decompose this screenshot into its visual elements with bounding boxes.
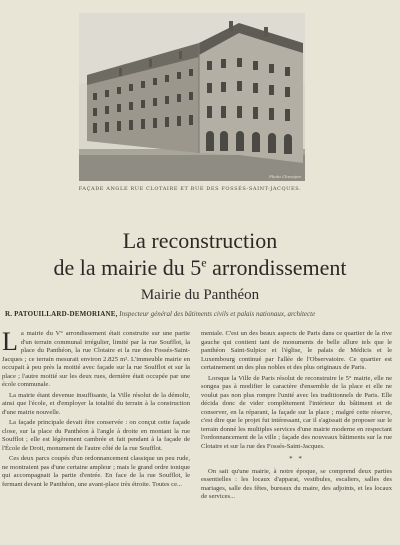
building-photo <box>79 13 305 181</box>
mairie-building-illustration <box>79 13 305 181</box>
title-line2-end: arrondissement <box>206 255 347 280</box>
text-column-left <box>2 330 190 545</box>
author-name: R. PATOUILLARD-DEMORIANE, <box>5 310 118 318</box>
section-separator: * * <box>289 455 304 463</box>
paragraph: Ces deux parcs coupés d'un ordonnancement classique un peu rude, ne montraient pas d'une certaine ampleur ; mais le grand ordre ionique qui accompagnait la partie d'entrée. En face de la rue Soufflot, le fermant devant le Panthéon, une avant-place très étroite. Toutes ce... <box>2 455 190 488</box>
author-role: Inspecteur général des bâtiments civils et palais nationaux, architecte <box>119 310 316 318</box>
paragraph: a mairie du V° arrondissement était construite sur une partie d'un terrain communal irrégulier, limité par la rue Soufflot, la place du Panthéon, la rue Clotaire et la rue des Fossés-Saint-Jacques ; ce terrain mesurait environ 2.825 m². L'immeuble mairie en occupait à peu près la moitié avec façade sur la rue Soufflot et sur la place ; l'autre moitié sur les deux rues, dernière était occupée par une école communale. <box>2 330 190 388</box>
byline <box>5 310 397 318</box>
photo-credit: Photo Chevojon <box>269 174 301 179</box>
paragraph: On sait qu'une mairie, à notre époque, se comprend deux parties essentielles : les locaux d'apparat, vestibules, escaliers, salles des mariages, salle des fêtes, bureaux du maire, des adjoints, et les locaux de services... <box>201 467 392 500</box>
paragraph: La mairie étant devenue insuffisante, la Ville résolut de la démolir, ainsi que l'école, et d'employer la totalité du terrain à la construction d'une mairie nouvelle. <box>2 391 190 416</box>
drop-cap: L <box>2 330 18 356</box>
paragraph: Lorsque la Ville de Paris résolut de reconstruire le 5° mairie, elle ne songea pas à modifier le caractère d'ensemble de la place et elle ne voulut pas non plus rompre l'unité avec les traditionnels de Paris. Elle décida donc de vider complètement l'intérieur du bâtiment et de conserver, en la réparant, la façade sur la place ; malgré cette réserve, c'est dire que le projet fut intéressant, car il s'agissait de proposer sur le terrain donné les multiples services d'une mairie moderne en respectant l'ordonnancement de la ville ; façade des nouveaux bâtiments sur la rue Clotaire et sur la rue des Fossés-Saint-Jacques. <box>201 374 392 450</box>
title-line2-start: de la mairie du 5 <box>53 255 202 280</box>
photo-caption: FAÇADE ANGLE RUE CLOTAIRE ET RUE DES FOSSÉS-SAINT-JACQUES. <box>78 186 302 192</box>
article-title-line2 <box>0 255 400 281</box>
article-title-line1: La reconstruction <box>122 228 278 253</box>
article-subtitle: Mairie du Panthéon <box>140 287 260 303</box>
paragraph: mentale. C'est un des beaux aspects de Paris dans ce quartier de la rive gauche qui contient tant de monuments de belle allure tels que le panthéon Saint-Sulpice et l'église, le palais de Médicis et le Luxembourg continué par l'allée de l'Observatoire. Ce quartier est certainement un des plus nobles et des plus originaux de Paris. <box>201 330 392 371</box>
title-line2-superscript: e <box>201 255 207 270</box>
text-column-right <box>201 330 392 545</box>
paragraph: La façade principale devait être conservée : on conçut cette façade close, sur la place du Panthéon à l'angle à droite en montant la rue Soufflot ; elle est légèrement cambrée et fait pendant à la façade de l'École de Droit, monument de l'autre côté de la rue Soufflot. <box>2 419 190 452</box>
